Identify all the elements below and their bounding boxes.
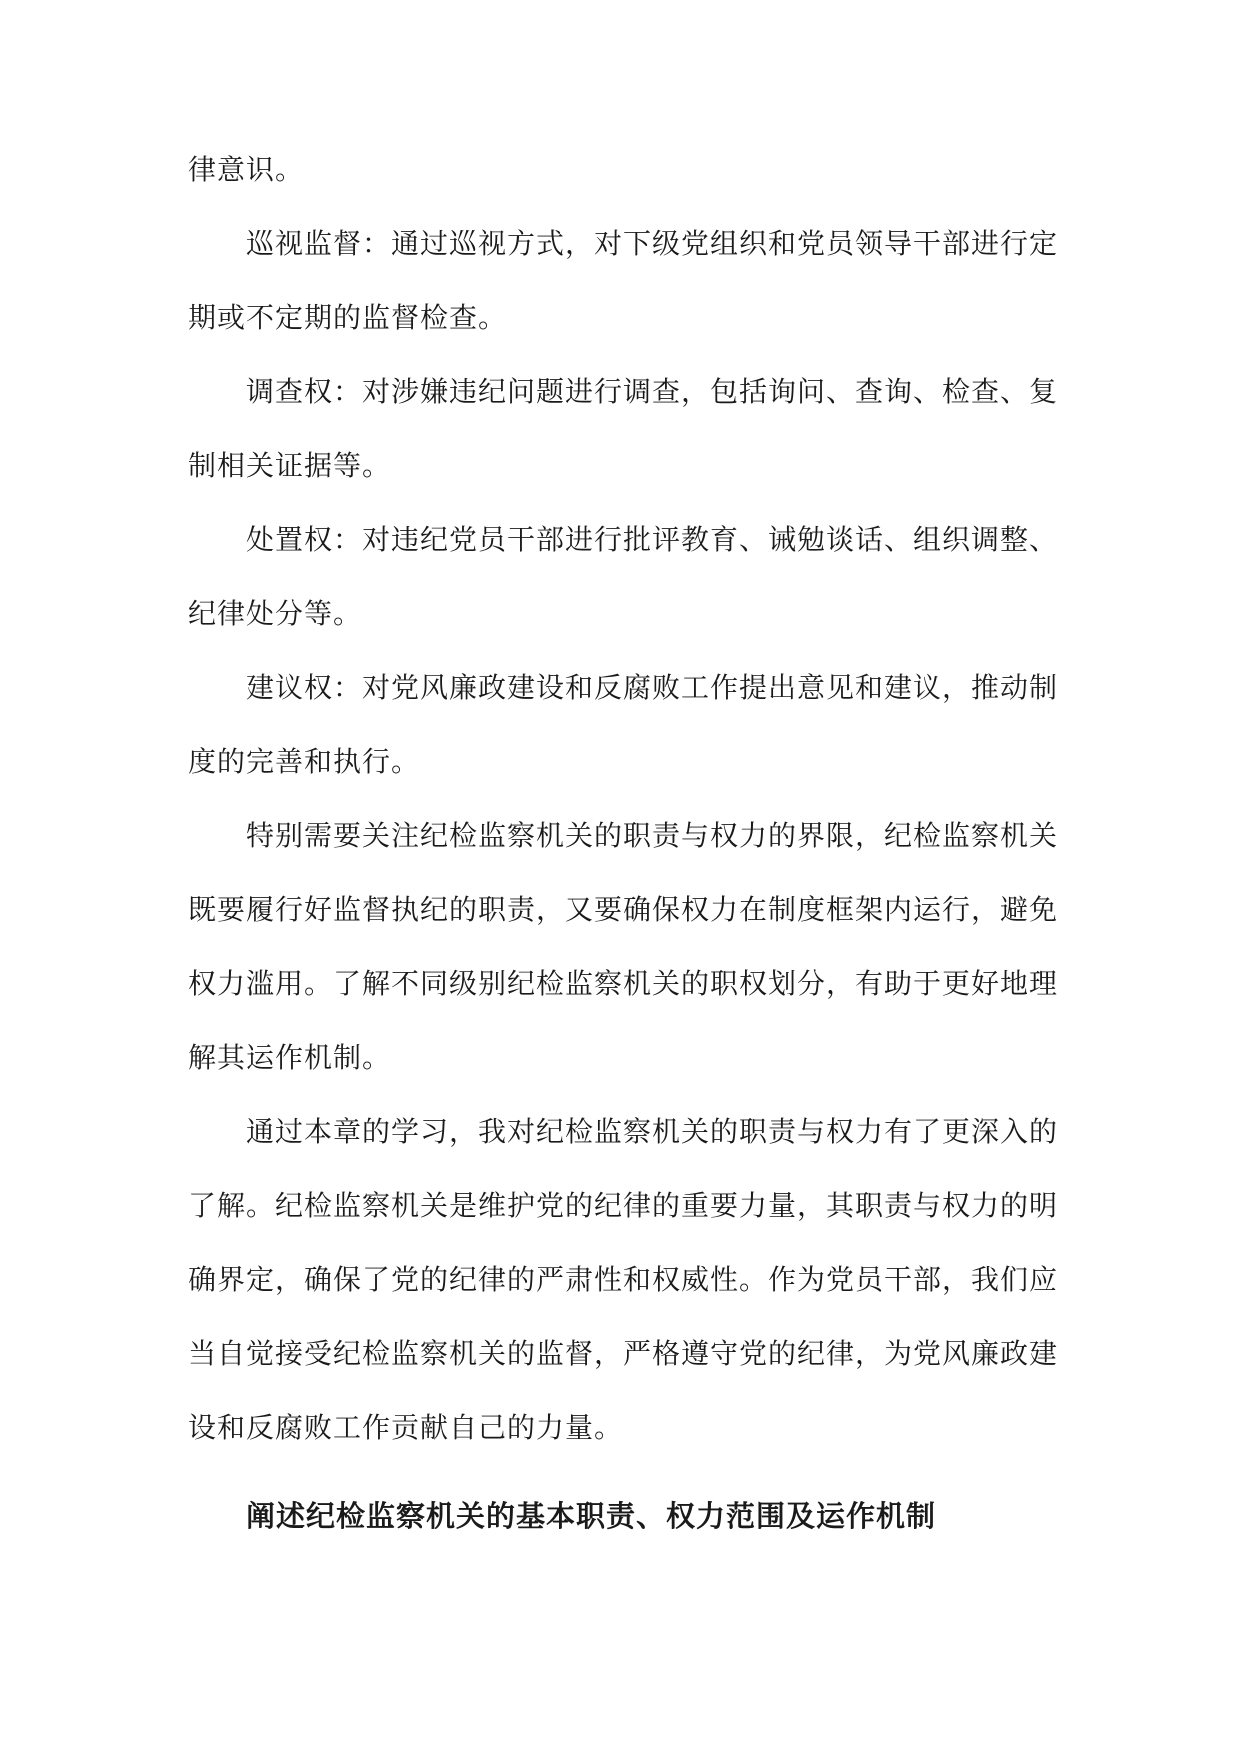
text-line: 了解。纪检监察机关是维护党的纪律的重要力量，其职责与权力的明 [188, 1189, 1059, 1222]
text-line: 度的完善和执行。 [188, 745, 421, 778]
text-line: 特别需要关注纪检监察机关的职责与权力的界限，纪检监察机关 [246, 819, 1059, 852]
text-line: 设和反腐败工作贡献自己的力量。 [188, 1411, 624, 1444]
text-line: 建议权：对党风廉政建设和反腐败工作提出意见和建议，推动制 [246, 671, 1059, 704]
text-line: 巡视监督：通过巡视方式，对下级党组织和党员领导干部进行定 [246, 227, 1059, 260]
text-line: 权力滥用。了解不同级别纪检监察机关的职权划分，有助于更好地理 [188, 967, 1059, 1000]
text-line: 律意识。 [188, 153, 305, 186]
section-heading: 阐述纪检监察机关的基本职责、权力范围及运作机制 [246, 1499, 937, 1533]
text-line: 当自觉接受纪检监察机关的监督，严格遵守党的纪律，为党风廉政建 [188, 1337, 1059, 1370]
text-line: 调查权：对涉嫌违纪问题进行调查，包括询问、查询、检查、复 [246, 375, 1059, 408]
text-line: 既要履行好监督执纪的职责，又要确保权力在制度框架内运行，避免 [188, 893, 1059, 926]
text-line: 纪律处分等。 [188, 597, 363, 630]
text-line: 期或不定期的监督检查。 [188, 301, 508, 334]
text-line: 解其运作机制。 [188, 1041, 392, 1074]
text-line: 制相关证据等。 [188, 449, 392, 482]
text-line: 处置权：对违纪党员干部进行批评教育、诫勉谈话、组织调整、 [246, 523, 1059, 556]
text-line: 确界定，确保了党的纪律的严肃性和权威性。作为党员干部，我们应 [188, 1263, 1059, 1296]
text-line: 通过本章的学习，我对纪检监察机关的职责与权力有了更深入的 [246, 1115, 1059, 1148]
